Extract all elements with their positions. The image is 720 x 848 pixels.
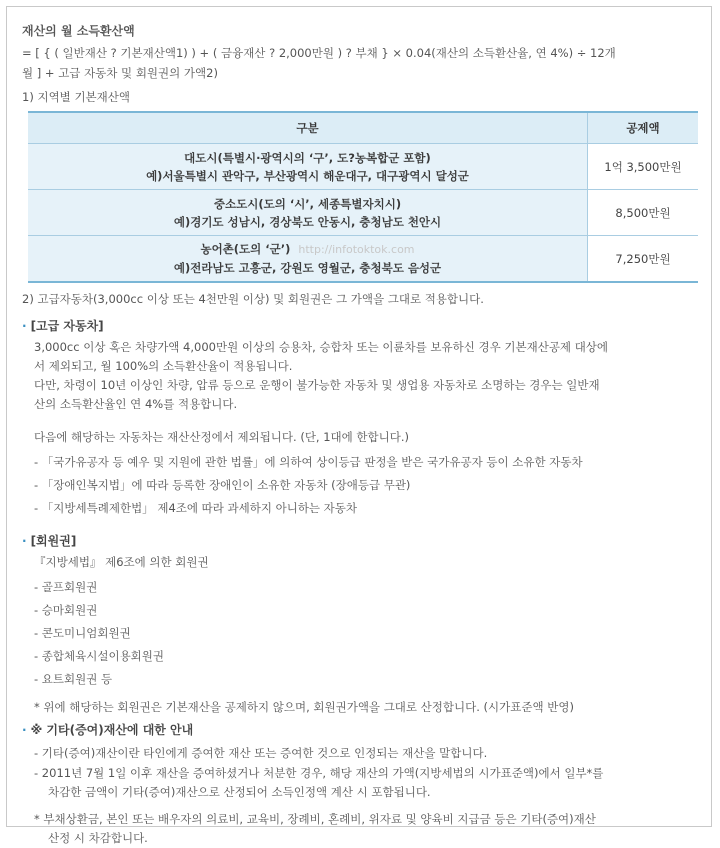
amount-cell: 8,500만원 xyxy=(588,190,699,236)
car-exclusion-list xyxy=(34,451,698,520)
page-title: 재산의 월 소득환산액 xyxy=(22,24,135,38)
table-row xyxy=(28,236,698,283)
membership-note: * 위에 해당하는 회원권은 기본재산을 공제하지 않으며, 회원권가액을 그대로 산정합니다. (시가표준액 반영) xyxy=(34,700,574,714)
bullet-icon: · xyxy=(22,319,27,333)
formula-line-1: = [ { ( 일반재산 ? 기본재산액1) ) + ( 금융재산 ? 2,000만원 ) ? 부채 } × 0.04(재산의 소득환산율, 연 4%) ÷ 12개 xyxy=(22,46,616,60)
list-item: - 요트회원권 등 xyxy=(34,672,113,686)
watermark-text: http://infotoktok.com xyxy=(298,243,415,256)
gift-item: - 기타(증여)재산이란 타인에게 증여한 재산 또는 증여한 것으로 인정되는 재산을 말합니다. xyxy=(34,746,488,760)
gift-heading-text: ※ 기타(증여)재산에 대한 안내 xyxy=(30,723,194,737)
table-row xyxy=(28,190,698,236)
region-example: 예)경기도 성남시, 경상북도 안동시, 충청남도 천안시 xyxy=(173,214,442,229)
region-subheading: 1) 지역별 기본재산액 xyxy=(22,90,130,104)
list-item: - 콘도미니엄회원권 xyxy=(34,626,131,640)
gift-item: - 2011년 7월 1일 이후 재산을 증여하셨거나 처분한 경우, 해당 재산의 가액(지방세법의 시가표준액)에서 일부*를 xyxy=(34,766,604,780)
bullet-icon: · xyxy=(22,723,27,737)
region-example: 예)서울특별시 관악구, 부산광역시 해운대구, 대구광역시 달성군 xyxy=(146,168,469,183)
car-exclusion-intro: 다음에 해당하는 자동차는 재산산정에서 제외됩니다. (단, 1대에 한합니다.) xyxy=(34,430,410,444)
list-item: - 골프회원권 xyxy=(34,580,98,594)
formula-line-2: 월 ] + 고급 자동차 및 회원권의 가액2) xyxy=(22,66,218,80)
list-item: - 종합체육시설이용회원권 xyxy=(34,649,165,663)
gift-section-heading xyxy=(22,721,698,738)
region-cell xyxy=(28,144,588,190)
car-paragraph: 산의 소득환산율인 연 4%를 적용합니다. xyxy=(34,397,238,411)
car-paragraph: 서 제외되고, 월 100%의 소득환산율이 적용됩니다. xyxy=(34,359,293,373)
membership-intro: 『지방세법』 제6조에 의한 회원권 xyxy=(34,555,209,569)
region-name xyxy=(29,240,586,259)
header-amount: 공제액 xyxy=(588,112,699,144)
list-item: - 「장애인복지법」에 따라 등록한 장애인이 소유한 자동차 (장애등급 무관) xyxy=(34,478,411,492)
gift-item: 차감한 금액이 기타(증여)재산으로 산정되어 소득인정액 계산 시 포함됩니다. xyxy=(48,785,431,799)
header-region: 구분 xyxy=(28,112,588,144)
amount-cell: 1억 3,500만원 xyxy=(588,144,699,190)
list-item: - 「국가유공자 등 예우 및 지원에 관한 법률」에 의하여 상이등급 판정을 받은 국가유공자 등이 소유한 자동차 xyxy=(34,455,583,469)
amount-cell: 7,250만원 xyxy=(588,236,699,283)
region-name-text: 농어촌(도의 ‘군’) xyxy=(200,242,291,256)
region-cell xyxy=(28,190,588,236)
gift-note: 산정 시 차감합니다. xyxy=(48,831,148,845)
membership-section-heading xyxy=(22,532,698,549)
car-paragraph: 3,000cc 이상 혹은 차량가액 4,000만원 이상의 승용차, 승합차 또는 이륜차를 보유하신 경우 기본재산공제 대상에 xyxy=(34,340,609,354)
membership-heading-text: [회원권] xyxy=(30,534,77,548)
region-name: 대도시(특별시·광역시의 ‘구’, 도?농복합군 포함) xyxy=(184,150,431,165)
region-example: 예)전라남도 고흥군, 강원도 영월군, 충청북도 음성군 xyxy=(173,261,442,275)
region-name: 중소도시(도의 ‘시’, 세종특별자치시) xyxy=(213,196,402,211)
region-cell xyxy=(28,236,588,283)
list-item: - 승마회원권 xyxy=(34,603,98,617)
regional-deduction-table xyxy=(28,111,698,283)
table-row xyxy=(28,144,698,190)
gift-note: * 부채상환금, 본인 또는 배우자의 의료비, 교육비, 장례비, 혼례비, 위자료 및 양육비 지급금 등은 기타(증여)재산 xyxy=(34,812,596,826)
car-paragraph: 다만, 차령이 10년 이상인 차량, 압류 등으로 운행이 불가능한 자동차 및 생업용 자동차로 소명하는 경우는 일반재 xyxy=(34,378,600,392)
car-heading-text: [고급 자동차] xyxy=(30,319,104,333)
document-body xyxy=(22,22,698,848)
list-item: - 「지방세특례제한법」 제4조에 따라 과세하지 아니하는 자동차 xyxy=(34,501,358,515)
car-section-heading xyxy=(22,317,698,334)
bullet-icon: · xyxy=(22,534,27,548)
luxury-note: 2) 고급자동차(3,000cc 이상 또는 4천만원 이상) 및 회원권은 그 가액을 그대로 적용합니다. xyxy=(22,292,484,306)
membership-list xyxy=(34,576,698,691)
table-header-row xyxy=(28,112,698,144)
